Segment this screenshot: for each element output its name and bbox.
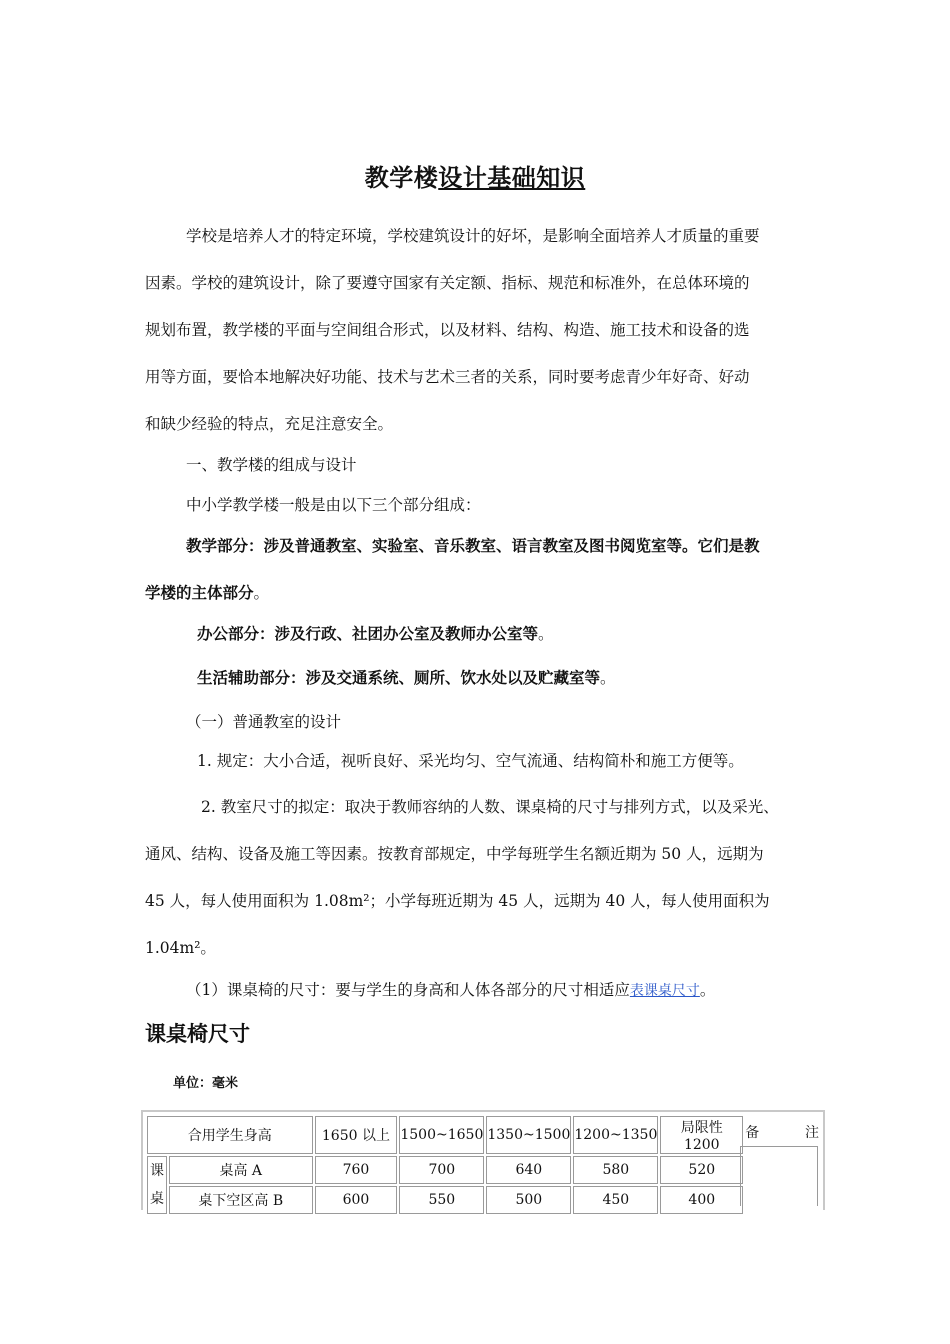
item-2-line-4: 1.04m²。 [145,939,216,957]
desk-size-table [141,1110,825,1210]
row-label: 桌高 A [169,1156,313,1184]
teaching-part-line-2 [145,583,269,603]
office-part-end: 。 [538,625,554,643]
life-part-text: 生活辅助部分：涉及交通系统、厕所、饮水处以及贮藏室等 [197,668,601,687]
row-label: 桌下空区高 B [169,1186,313,1214]
header-cell: 1200~1350 [573,1116,658,1154]
notes-label-a: 备 [745,1125,760,1141]
teaching-part-text: 学楼的主体部分 [145,583,254,602]
table-row [147,1186,821,1214]
table-row [147,1156,821,1184]
table-header-row [147,1116,821,1154]
table-cell: 520 [660,1156,743,1184]
table-heading: 课桌椅尺寸 [145,1021,250,1046]
table-cell: 400 [660,1186,743,1214]
table-cell: 550 [399,1186,484,1214]
intro-line-4: 用等方面，要恰本地解决好功能、技术与艺术三者的关系，同时要考虑青少年好奇、好动 [145,368,750,386]
subsection-heading: （一）普通教室的设计 [186,713,342,731]
item-1: 1. 规定：大小合适，视听良好、采光均匀、空气流通、结构简朴和施工方便等。 [197,752,744,770]
page-title [0,158,950,193]
item-2-line-1: 2. 教室尺寸的拟定：取决于教师容纳的人数、课桌椅的尺寸与排列方式，以及采光、 [201,798,779,816]
section-1-intro: 中小学教学楼一般是由以下三个部分组成： [186,496,481,514]
teaching-part-end: 。 [253,584,270,602]
table-cell: 500 [486,1186,571,1214]
desk-group-cell [147,1156,167,1214]
table-cell: 450 [573,1186,658,1214]
desk-group-char-1: 课 [149,1163,164,1179]
office-part [197,624,554,644]
table-cell: 640 [486,1156,571,1184]
item-2-line-2: 通风、结构、设备及施工等因素。按教育部规定，中学每班学生名额近期为 50 人，远期为 [145,845,764,863]
life-part [197,668,616,688]
office-part-text: 办公部分：涉及行政、社团办公室及教师办公室等 [197,624,539,643]
intro-line-5: 和缺少经验的特点，充足注意安全。 [145,415,394,433]
desk-group-char-2: 桌 [149,1191,164,1207]
notes-body-cell [740,1146,818,1206]
item-3-text: （1）课桌椅的尺寸：要与学生的身高和人体各部分的尺寸相适应 [186,981,630,999]
header-cell: 合用学生身高 [147,1116,313,1154]
life-part-end: 。 [600,669,616,687]
header-cell: 1650 以上 [315,1116,398,1154]
unit-label: 单位：毫米 [173,1076,239,1091]
header-cell: 1500~1650 [399,1116,484,1154]
title-part-2: 设计基础知识 [438,163,586,192]
section-heading-1: 一、教学楼的组成与设计 [186,456,357,474]
teaching-part-line-1: 教学部分：涉及普通教室、实验室、音乐教室、语言教室及图书阅览室等。它们是教 [186,536,760,555]
table-cell: 700 [399,1156,484,1184]
intro-line-3: 规划布置，教学楼的平面与空间组合形式，以及材料、结构、构造、施工技术和设备的选 [145,321,750,339]
table-cell: 580 [573,1156,658,1184]
header-cell: 局限性 1200 [660,1116,743,1154]
item-3 [186,980,715,1001]
intro-line-2: 因素。学校的建筑设计，除了要遵守国家有关定额、指标、规范和标准外，在总体环境的 [145,274,750,292]
intro-line-1: 学校是培养人才的特定环境，学校建筑设计的好坏，是影响全面培养人才质量的重要 [186,227,760,245]
item-3-end: 。 [699,981,716,999]
table-link[interactable]: 表课桌尺寸 [629,983,700,999]
table-cell: 760 [315,1156,398,1184]
header-cell: 1350~1500 [486,1116,571,1154]
notes-label-b: 注 [805,1125,819,1141]
item-2-line-3: 45 人，每人使用面积为 1.08m²；小学每班近期为 45 人，远期为 40 人，每人使用面积为 [145,892,770,910]
table-cell: 600 [315,1186,398,1214]
title-part-1: 教学楼 [364,163,439,192]
